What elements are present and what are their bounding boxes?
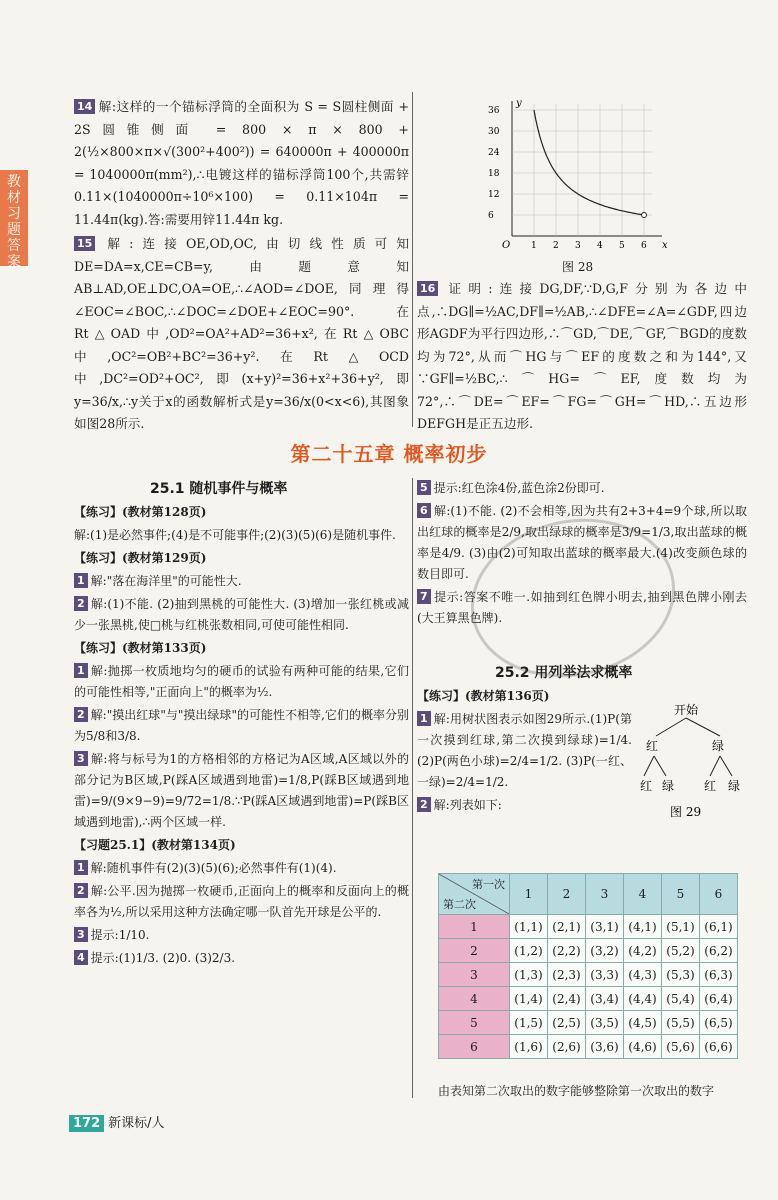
table-row <box>439 987 738 1011</box>
question-number: 15 <box>74 236 95 251</box>
table-cell: (4,6) <box>624 1035 662 1059</box>
tree-edge <box>710 756 720 776</box>
answer-item <box>417 478 747 499</box>
x-tick-label: 3 <box>575 241 581 251</box>
tree-edge <box>644 756 654 776</box>
table-cell: (5,4) <box>662 987 700 1011</box>
x-tick-label: 5 <box>619 241 625 251</box>
tree-edge <box>686 718 720 736</box>
table-row-header: 2 <box>439 939 510 963</box>
answer-item <box>74 233 409 436</box>
figure-29-tree <box>640 700 750 830</box>
table-row-header: 5 <box>439 1011 510 1035</box>
answer-item <box>74 96 409 231</box>
question-number: 1 <box>417 711 431 726</box>
answer-text: 证明:连接DG,DF,∵D,G,F分别为各边中点,∴DG∥=½AC,DF∥=½AB,∴∠DFE=∠A=∠GDF,四边形AGDF为平行四边形,∴⌒GD,⌒DE,⌒GF,⌒BGD的度数均为72°,从而⌒HG与⌒EF的度数之和为144°,又∵GF∥=½BC,∴⌒HG=⌒EF,度数均为72°,∴⌒DE=⌒EF=⌒FG=⌒GH=⌒HD,∴五边形DEFGH是正五边形. <box>417 281 747 431</box>
side-tab-char: 题 <box>7 222 21 238</box>
table-cell: (2,4) <box>548 987 586 1011</box>
answer-text: 解:随机事件有(2)(3)(5)(6);必然事件有(1)(4). <box>90 861 337 875</box>
side-tab-answers[interactable] <box>0 170 28 270</box>
table-col-header: 2 <box>548 874 586 915</box>
table-cell: (2,2) <box>548 939 586 963</box>
table-cell: (1,2) <box>510 939 548 963</box>
figure-28-caption: 图 28 <box>562 260 594 274</box>
table-col-header: 1 <box>510 874 548 915</box>
tree-root: 开始 <box>674 703 699 717</box>
tree-edge <box>656 718 686 736</box>
answer-text: 提示:1/10. <box>90 928 150 942</box>
answer-text: 解:这样的一个锚标浮筒的全面积为 S = S圆柱侧面 + 2S圆锥侧面 = 800 × π × 800 + 2(½×800×π×√(300²+400²)) = 640000π + 400000π = 1040000π(mm²),∴电镀这样的锚标浮筒100个,共需锌0.11×(1040000π÷10⁶×100) = 0.11×104π = 11.44π(kg).答:需要用锌11.44π kg. <box>74 99 409 227</box>
table-row <box>439 915 738 939</box>
answer-text: 解:用树状图表示如图29所示.(1)P(第一次摸到红球,第二次摸到绿球)=1/4. (2)P(两色小球)=2/4=1/2. (3)P(一红、一绿)=2/4=1/2. <box>417 712 632 789</box>
y-axis-label: y <box>516 98 522 109</box>
side-tab-char: 答 <box>7 238 21 254</box>
answer-text: 解:(1)是必然事件;(4)是不可能事件;(2)(3)(5)(6)是随机事件. <box>74 528 396 542</box>
table-cell: (6,4) <box>700 987 738 1011</box>
x-tick-label: 6 <box>641 241 647 251</box>
table-cell: (5,1) <box>662 915 700 939</box>
y-tick-label: 6 <box>488 211 494 221</box>
page-footer <box>69 1112 165 1132</box>
table-cell: (4,1) <box>624 915 662 939</box>
x-tick-label: 4 <box>597 241 603 251</box>
side-tab-char: 教 <box>7 174 21 190</box>
table-cell: (5,3) <box>662 963 700 987</box>
table-cell: (5,2) <box>662 939 700 963</box>
side-tab-char: 习 <box>7 206 21 222</box>
column-divider <box>412 92 413 427</box>
question-number: 14 <box>74 99 95 114</box>
table-row-header: 1 <box>439 915 510 939</box>
table-cell: (3,2) <box>586 939 624 963</box>
answer-text: 提示:(1)1/3. (2)0. (3)2/3. <box>90 951 236 965</box>
answer-block <box>74 548 409 569</box>
question-number: 2 <box>74 883 88 898</box>
y-tick-label: 36 <box>488 106 500 116</box>
tree-leaf: 绿 <box>662 779 675 793</box>
side-tab-char: 案 <box>7 254 21 270</box>
answer-text: 提示:答案不唯一.如抽到红色牌小明去,抽到黑色牌小刚去(大王算黑色牌). <box>417 590 747 625</box>
table-row <box>439 1011 738 1035</box>
table-note: 由表知第二次取出的数字能够整除第一次取出的数字 <box>438 1084 715 1098</box>
table-header-row <box>439 874 738 915</box>
figure-29-caption: 图 29 <box>670 805 702 819</box>
answer-item <box>74 749 409 833</box>
corner-bottom-label: 第二次 <box>443 898 476 911</box>
answer-item <box>74 925 409 946</box>
table-cell: (6,6) <box>700 1035 738 1059</box>
exercise-heading: 【练习】(教材第133页) <box>74 641 207 655</box>
table-cell: (6,5) <box>700 1011 738 1035</box>
question-number: 5 <box>417 480 431 495</box>
series-label: 新课标/人 <box>108 1116 165 1131</box>
answer-item <box>74 881 409 923</box>
page-number: 172 <box>69 1115 104 1132</box>
table-cell: (2,1) <box>548 915 586 939</box>
section-title-25-1: 25.1 随机事件与概率 <box>150 481 288 497</box>
side-tab-char: 材 <box>7 190 21 206</box>
question-number: 16 <box>417 281 438 296</box>
table-col-header: 6 <box>700 874 738 915</box>
tree-node-green: 绿 <box>712 739 725 753</box>
table-cell: (1,1) <box>510 915 548 939</box>
column-divider <box>412 478 413 1098</box>
table-cell: (2,5) <box>548 1011 586 1035</box>
answer-item <box>417 278 747 436</box>
table-cell: (6,2) <box>700 939 738 963</box>
question-number: 3 <box>74 927 88 942</box>
answer-item <box>74 571 409 592</box>
question-number: 7 <box>417 589 431 604</box>
table-cell: (3,6) <box>586 1035 624 1059</box>
hyperbola-curve <box>534 110 644 215</box>
y-tick-label: 24 <box>488 148 500 158</box>
table-cell: (3,5) <box>586 1011 624 1035</box>
answer-text: 解:"落在海洋里"的可能性大. <box>90 574 242 588</box>
table-cell: (5,6) <box>662 1035 700 1059</box>
table-cell: (1,6) <box>510 1035 548 1059</box>
question-number: 6 <box>417 503 431 518</box>
exercise-heading: 【练习】(教材第136页) <box>417 689 550 703</box>
table-cell: (6,3) <box>700 963 738 987</box>
probability-table <box>438 873 738 1059</box>
answer-item <box>74 858 409 879</box>
table-col-header: 5 <box>662 874 700 915</box>
question-number: 2 <box>417 797 431 812</box>
chapter-title: 第二十五章 概率初步 <box>290 442 488 466</box>
right-bottom2-column <box>417 684 632 818</box>
table-cell: (4,5) <box>624 1011 662 1035</box>
answer-text: 解:抛掷一枚质地均匀的硬币的试验有两种可能的结果,它们的可能性相等,"正面向上"的概率为½. <box>74 664 409 699</box>
exercise-heading: 【练习】(教材第128页) <box>74 505 207 519</box>
question-number: 4 <box>74 950 88 965</box>
answer-block <box>74 502 409 546</box>
tree-node-red: 红 <box>646 739 659 753</box>
table-cell: (3,4) <box>586 987 624 1011</box>
y-tick-label: 12 <box>488 190 500 200</box>
answer-item <box>74 594 409 636</box>
tree-leaf: 红 <box>704 779 717 793</box>
exercise-heading: 【习题25.1】(教材第134页) <box>74 838 236 852</box>
table-cell: (4,2) <box>624 939 662 963</box>
table-cell: (3,1) <box>586 915 624 939</box>
question-number: 3 <box>74 751 88 766</box>
answer-text: 提示:红色涂4份,蓝色涂2份即可. <box>433 481 605 495</box>
answer-text: 解:连接OE,OD,OC,由切线性质可知DE=DA=x,CE=CB=y,由题意知AB⊥AD,OE⊥DC,OA=OE,∴∠AOD=∠DOE,同理得∠EOC=∠BOC,∴∠DOC=∠DOE+∠EOC=90°.在Rt△OAD中,OD²=OA²+AD²=36+x²,在Rt△OBC中,OC²=OB²+BC²=36+y².在Rt△OCD中,DC²=OD²+OC²,即(x+y)²=36+x²+36+y²,即y=36/x,∴y关于x的函数解析式是y=36/x(0<x<6),其图象如图28所示. <box>74 236 409 431</box>
answer-item <box>74 705 409 747</box>
tree-leaf: 绿 <box>728 779 741 793</box>
y-tick-label: 18 <box>488 169 500 179</box>
table-cell: (1,5) <box>510 1011 548 1035</box>
left-bottom-column <box>74 500 409 971</box>
table-cell: (3,3) <box>586 963 624 987</box>
table-cell: (2,6) <box>548 1035 586 1059</box>
right-top-column <box>417 278 747 433</box>
table-cell: (4,4) <box>624 987 662 1011</box>
question-number: 2 <box>74 596 88 611</box>
table-cell: (6,1) <box>700 915 738 939</box>
answer-text: 解:公平.因为抛掷一枚硬币,正面向上的概率和反面向上的概率各为½,所以采用这种方法确定哪一队首先开球是公平的. <box>74 884 409 919</box>
x-axis-label: x <box>662 240 668 251</box>
left-top-column <box>74 96 409 431</box>
answer-text: 解:"摸出红球"与"摸出绿球"的可能性不相等,它们的概率分别为5/8和3/8. <box>74 708 409 743</box>
question-number: 1 <box>74 663 88 678</box>
table-row-header: 4 <box>439 987 510 1011</box>
answer-item <box>74 661 409 703</box>
section-title-25-2: 25.2 用列举法求概率 <box>495 665 633 681</box>
tree-edge <box>654 756 666 776</box>
open-endpoint <box>642 213 647 218</box>
corner-top-label: 第一次 <box>472 878 505 891</box>
table-row-header: 3 <box>439 963 510 987</box>
table-col-header: 4 <box>624 874 662 915</box>
answer-text: 解:(1)不能. (2)不会相等,因为共有2+3+4=9个球,所以取出红球的概率是2/9,取出绿球的概率是3/9=1/3,取出蓝球的概率是4/9. (3)由(2)可知取出蓝球的概率最大.(4)改变颜色球的数目即可. <box>417 504 747 581</box>
answer-text: 解:列表如下: <box>433 798 502 812</box>
x-tick-label: 2 <box>553 241 559 251</box>
question-number: 1 <box>74 573 88 588</box>
table-cell: (1,4) <box>510 987 548 1011</box>
x-tick-label: 1 <box>531 241 537 251</box>
origin-label: O <box>502 240 511 251</box>
tree-edge <box>720 756 732 776</box>
tree-leaf: 红 <box>640 779 653 793</box>
table-row-header: 6 <box>439 1035 510 1059</box>
answer-item <box>417 709 632 793</box>
figure-28-graph <box>482 96 672 276</box>
table-col-header: 3 <box>586 874 624 915</box>
table-cell: (2,3) <box>548 963 586 987</box>
table-row <box>439 963 738 987</box>
table-row <box>439 1035 738 1059</box>
question-number: 1 <box>74 860 88 875</box>
table-row <box>439 939 738 963</box>
table-corner <box>439 874 510 915</box>
answer-item <box>74 948 409 969</box>
question-number: 2 <box>74 707 88 722</box>
answer-text: 解:(1)不能. (2)抽到黑桃的可能性大. (3)增加一张红桃或减少一张黑桃,使□桃与红桃张数相同,可使可能性相同. <box>74 597 409 632</box>
exercise-heading: 【练习】(教材第129页) <box>74 551 207 565</box>
table-cell: (5,5) <box>662 1011 700 1035</box>
y-tick-label: 30 <box>488 127 500 137</box>
table-cell: (4,3) <box>624 963 662 987</box>
table-cell: (1,3) <box>510 963 548 987</box>
answer-text: 解:将与标号为1的方格相邻的方格记为A区域,A区域以外的部分记为B区域,P(踩A区域遇到地雷)=1/8,P(踩B区域遇到地雷)=9/(9×9−9)=9/72=1/8.∵P(踩A区域遇到地雷)=P(踩B区域遇到地雷),∴两个区域一样. <box>74 752 409 829</box>
